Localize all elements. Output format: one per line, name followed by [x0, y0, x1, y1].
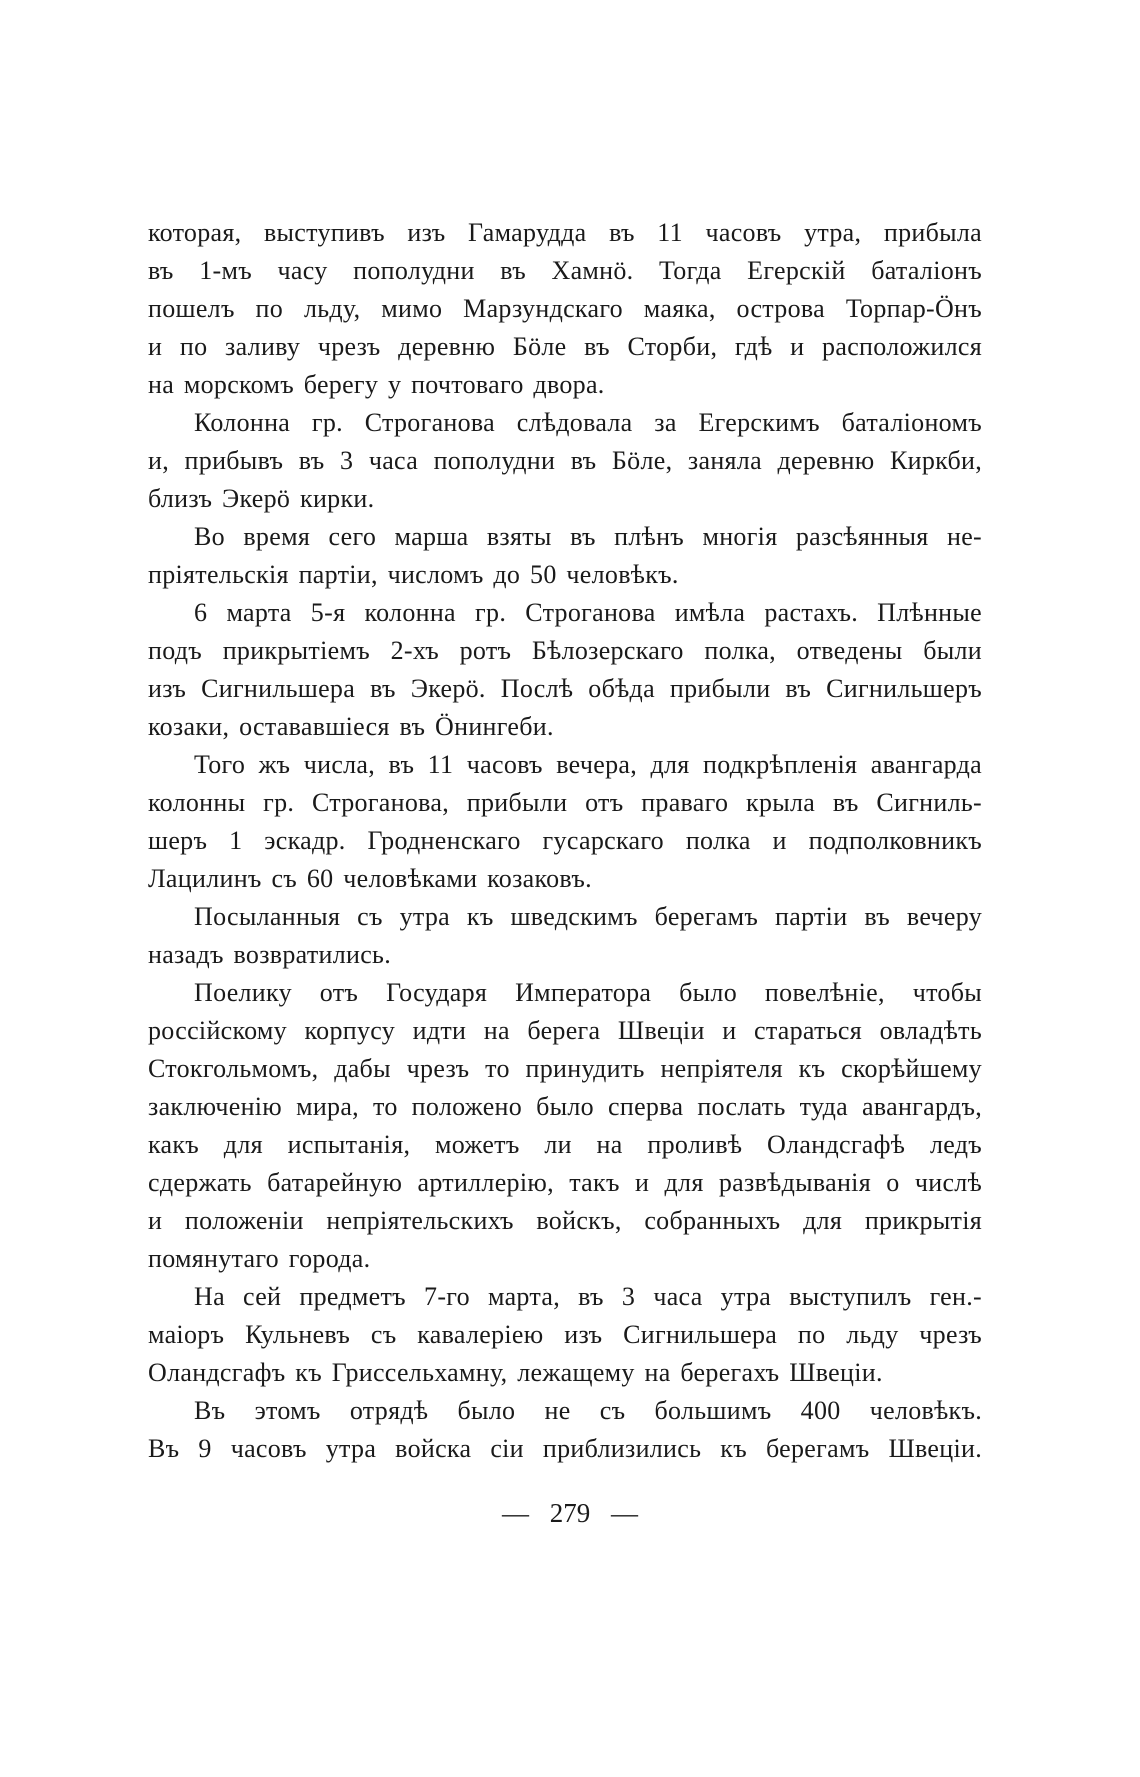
text-line: помянутаго города.: [148, 1244, 371, 1273]
text-line: козаки, остававшіеся въ Ӧнингеби.: [148, 712, 554, 741]
text-line: 6 марта 5-я колонна гр. Строганова имѣла растахъ. Плѣнные: [194, 598, 982, 627]
text-line: Того жъ числа, въ 11 часовъ вечера, для подкрѣпленія авангарда: [194, 750, 982, 779]
text-line: въ 1-мъ часу пополудни въ Хамнӧ. Тогда Егерскій баталіонъ: [148, 256, 982, 285]
text-line: и положеніи непріятельскихъ войскъ, собранныхъ для прикрытія: [148, 1206, 982, 1235]
paragraph: [148, 746, 982, 898]
text-line: подъ прикрытіемъ 2-хъ ротъ Бѣлозерскаго полка, отведены были: [148, 636, 982, 665]
text-line: близъ Экерӧ кирки.: [148, 484, 375, 513]
paragraph: [148, 518, 982, 594]
text-line: пошелъ по льду, мимо Марзундскаго маяка, острова Торпар-Ӧнъ: [148, 294, 982, 323]
page-number: — 279 —: [502, 1498, 638, 1528]
text-line: Поелику отъ Государя Императора было повелѣніе, чтобы: [194, 978, 982, 1007]
paragraph: [148, 898, 982, 974]
text-line: и по заливу чрезъ деревню Бӧле въ Сторби, гдѣ и расположился: [148, 332, 982, 361]
text-line: колонны гр. Строганова, прибыли отъ праваго крыла въ Сигниль-: [148, 788, 982, 817]
text-line: изъ Сигнильшера въ Экерӧ. Послѣ обѣда прибыли въ Сигнильшеръ: [148, 674, 982, 703]
text-line: на морскомъ берегу у почтоваго двора.: [148, 370, 605, 399]
text-line: пріятельскія партіи, числомъ до 50 человѣкъ.: [148, 560, 679, 589]
text-line: сдержать батарейную артиллерію, такъ и для развѣдыванія о числѣ: [148, 1168, 982, 1197]
text-line: россійскому корпусу идти на берега Швеціи и стараться овладѣть: [148, 1016, 982, 1045]
paragraph: [148, 974, 982, 1278]
text-line: и, прибывъ въ 3 часа пополудни въ Бӧле, заняла деревню Киркби,: [148, 446, 982, 475]
paragraph: [148, 1278, 982, 1392]
text-line: шеръ 1 эскадр. Гродненскаго гусарскаго полка и подполковникъ: [148, 826, 982, 855]
text-line: Колонна гр. Строганова слѣдовала за Егерскимъ баталіономъ: [194, 408, 982, 437]
text-line: Стокгольмомъ, дабы чрезъ то принудить непріятеля къ скорѣйшему: [148, 1054, 982, 1083]
text-line: какъ для испытанія, можетъ ли на проливѣ Оландсгафѣ ледъ: [148, 1130, 982, 1159]
paragraph: [148, 404, 982, 518]
text-line: Оландсгафъ къ Гриссельхамну, лежащему на берегахъ Швеціи.: [148, 1358, 883, 1387]
text-line: Посыланныя съ утра къ шведскимъ берегамъ партіи въ вечеру: [194, 902, 982, 931]
paragraph: [148, 1392, 982, 1468]
text-line: заключенію мира, то положено было сперва послать туда авангардъ,: [148, 1092, 982, 1121]
text-line: Въ 9 часовъ утра войска сіи приблизились къ берегамъ Швеціи.: [148, 1434, 982, 1463]
page-body: [148, 214, 982, 1468]
text-line: Во время сего марша взяты въ плѣнъ многія разсѣянныя не-: [194, 522, 982, 551]
text-line: Лацилинъ съ 60 человѣками козаковъ.: [148, 864, 592, 893]
paragraph: [148, 214, 982, 404]
text-line: Въ этомъ отрядѣ было не съ большимъ 400 человѣкъ.: [194, 1396, 982, 1425]
text-line: На сей предметъ 7-го марта, въ 3 часа утра выступилъ ген.-: [194, 1282, 982, 1311]
text-line: маіоръ Кульневъ съ кавалеріею изъ Сигнильшера по льду чрезъ: [148, 1320, 982, 1349]
text-line: которая, выступивъ изъ Гамарудда въ 11 часовъ утра, прибыла: [148, 218, 982, 247]
text-line: назадъ возвратились.: [148, 940, 392, 969]
paragraph: [148, 594, 982, 746]
